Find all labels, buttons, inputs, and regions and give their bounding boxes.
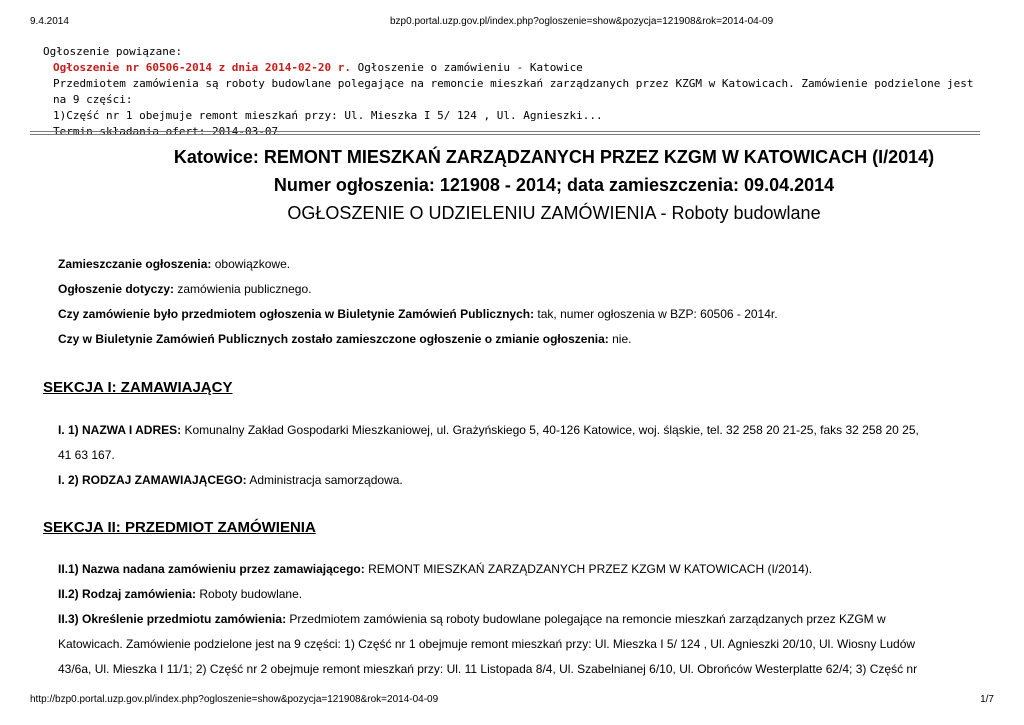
order-subject-cont: 43/6a, Ul. Mieszka I 11/1; 2) Część nr 2 obejmuje remont mieszkań przy: Ul. 11 Listopada 8/4, Ul. Szabelnianej 6/10, Ul. Obrońców Westerplatte 62/4; 3) Część nr [58,662,918,676]
info-line [58,277,978,302]
info-label: Czy zamówienie było przedmiotem ogłoszenia w Biuletynie Zamówień Publicznych: [58,307,535,321]
order-name-label: II.1) Nazwa nadana zamówieniu przez zamawiającego: [58,562,365,576]
page-number: 1/7 [980,694,994,705]
order-type-label: II.2) Rodzaj zamówienia: [58,587,197,601]
name-address-label: I. 1) NAZWA I ADRES: [58,423,182,437]
info-label: Czy w Biuletynie Zamówień Publicznych zostało zamieszczone ogłoszenie o zmianie ogłoszenia: [58,332,609,346]
section-1-content [58,418,978,493]
info-value: obowiązkowe. [211,257,291,271]
contracting-type-value: Administracja samorządowa. [246,473,403,487]
info-value: zamówienia publicznego. [174,282,312,296]
info-line [58,327,978,352]
related-link-rest: Ogłoszenie o zamówieniu - Katowice [357,61,583,74]
print-date: 9.4.2014 [30,16,69,27]
name-address-value: Komunalny Zakład Gospodarki Mieszkaniowej, ul. Grażyńskiego 5, 40-126 Katowice, woj. śląskie, tel. 32 258 20 21-25, faks 32 258 20 25, [181,423,919,437]
divider-bottom [30,134,980,135]
related-deadline: Termin składania ofert: 2014-03-07 [53,125,279,138]
section-2-heading: SEKCJA II: PRZEDMIOT ZAMÓWIENIA [43,519,316,536]
info-value: nie. [608,332,632,346]
info-line [58,302,978,327]
order-subject-label: II.3) Określenie przedmiotu zamówienia: [58,612,287,626]
order-subject-line [58,607,978,632]
related-notice-link[interactable]: Ogłoszenie nr 60506-2014 z dnia 2014-02-20 r. [53,61,352,74]
order-name-value: REMONT MIESZKAŃ ZARZĄDZANYCH PRZEZ KZGM W KATOWICACH (I/2014). [364,562,813,576]
related-desc-2: 1)Część nr 1 obejmuje remont mieszkań przy: Ul. Mieszka I 5/ 124 , Ul. Agnieszki... [53,109,603,122]
section-1-heading: SEKCJA I: ZAMAWIAJĄCY [43,379,233,396]
notice-titles [30,146,1024,224]
related-link-row [43,60,983,76]
related-notice [43,44,983,140]
order-subject-value: Przedmiotem zamówienia są roboty budowlane polegające na remoncie mieszkań zarządzanych przez KZGM w [286,612,886,626]
contracting-type-line [58,468,978,493]
info-value: tak, numer ogłoszenia w BZP: 60506 - 2014r. [534,307,778,321]
order-name-line [58,557,978,582]
info-line [58,252,978,277]
related-desc-1: Przedmiotem zamówienia są roboty budowlane polegające na remoncie mieszkań zarządzanych przez KZGM w Katowicach. Zamówienie podzielone jest na 9 części: [53,77,974,106]
name-address-cont: 41 63 167. [58,448,115,462]
info-label: Ogłoszenie dotyczy: [58,282,175,296]
section-2-content [58,557,978,682]
related-heading: Ogłoszenie powiązane: [43,45,183,58]
info-label: Zamieszczanie ogłoszenia: [58,257,212,271]
notice-number: Numer ogłoszenia: 121908 - 2014; data zamieszczenia: 09.04.2014 [273,175,835,195]
notice-type: OGŁOSZENIE O UDZIELENIU ZAMÓWIENIA - Roboty budowlane [287,203,821,223]
order-type-line [58,582,978,607]
divider-top [30,131,980,132]
contracting-type-label: I. 2) RODZAJ ZAMAWIAJĄCEGO: [58,473,247,487]
order-subject-cont: Katowicach. Zamówienie podzielone jest na 9 części: 1) Część nr 1 obejmuje remont mieszkań przy: Ul. Mieszka I 5/ 124 , Ul. Agnieszki 20/10, Ul. Wiosny Ludów [58,637,916,651]
print-url: bzp0.portal.uzp.gov.pl/index.php?ogloszenie=show&pozycja=121908&rok=2014-04-09 [390,16,774,27]
order-type-value: Roboty budowlane. [196,587,303,601]
name-address-line [58,418,978,443]
footer-url: http://bzp0.portal.uzp.gov.pl/index.php?ogloszenie=show&pozycja=121908&rok=2014-04-09 [30,694,439,705]
notice-title: Katowice: REMONT MIESZKAŃ ZARZĄDZANYCH PRZEZ KZGM W KATOWICACH (I/2014) [173,147,935,167]
notice-info [58,252,978,352]
